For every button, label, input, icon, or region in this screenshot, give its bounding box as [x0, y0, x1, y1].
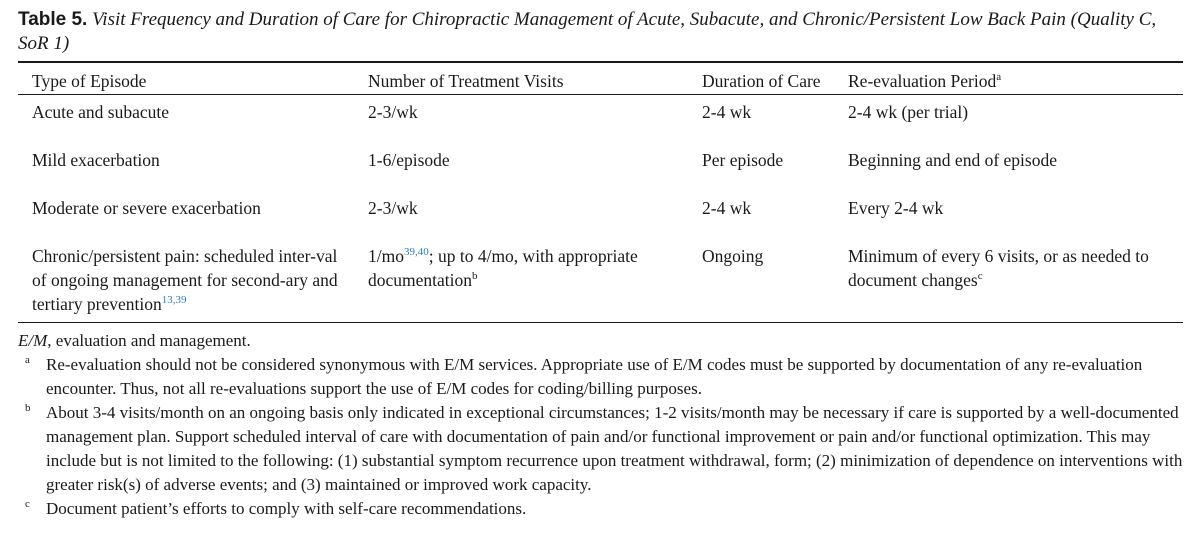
- cell-visits: 1/mo$^{39,40}$; up to 4/mo, with appropriate documentation$^b$: [368, 246, 638, 290]
- footnote-c: [18, 497, 1183, 521]
- footnote-ref-a: a: [996, 71, 1002, 83]
- header-duration-of-care: Duration of Care: [702, 71, 821, 91]
- footnote-text: Re-evaluation should not be considered synonymous with E/M services. Appropriate use of E/M codes must be supported by documentation of any re-evaluation encounter. Thus, not all re-evaluations support the use of E/M codes for coding/billing purposes.: [46, 355, 1143, 398]
- table-row: [18, 232, 1183, 322]
- footnote-b: [18, 401, 1183, 497]
- cell-visits: 1-6/episode: [368, 150, 450, 170]
- footnote-text: Document patient’s efforts to comply with self-care recommendations.: [46, 499, 527, 518]
- table-header: [18, 63, 1183, 95]
- table-body: [18, 95, 1183, 322]
- bottom-rule: [18, 322, 1183, 323]
- cell-type: Moderate or severe exacerbation: [32, 198, 261, 218]
- footnote-text: About 3-4 visits/month on an ongoing basis only indicated in exceptional circumstances; 1-2 visits/month may be necessary if care is supported by a well-documented management plan. Support scheduled interval of care with documentation of pain and/or functional improvement or pain and/or functional optimization. This may include but is not limited to the following: (1) substantial symptom recurrence upon treatment withdrawal, form; (2) minimization of dependence on interventions with greater risk(s) of adverse events; and (3) maintained or improved work capacity.: [46, 403, 1183, 494]
- cell-duration: Ongoing: [702, 246, 764, 266]
- table-row: [18, 136, 1183, 184]
- header-reevaluation-period: Re-evaluation Period$^a$: [848, 71, 1002, 91]
- cell-duration: 2-4 wk: [702, 102, 752, 122]
- footnote-mark: c: [25, 498, 30, 510]
- header-type-of-episode: Type of Episode: [32, 71, 147, 91]
- cell-reeval: Minimum of every 6 visits, or as needed to document changes$^c$: [848, 246, 1149, 290]
- cell-duration: Per episode: [702, 150, 784, 170]
- visit-frequency-table: [18, 63, 1183, 322]
- header-number-of-visits: Number of Treatment Visits: [368, 71, 564, 91]
- citation-13-39[interactable]: 13,39: [161, 294, 187, 306]
- table-caption: [18, 8, 1183, 56]
- table-footnotes: [18, 329, 1183, 521]
- table-row: [18, 95, 1183, 136]
- footnote-mark: a: [25, 354, 30, 366]
- table-figure: [18, 8, 1183, 521]
- footnote-a: [18, 353, 1183, 401]
- citation-39-40[interactable]: 39,40: [403, 246, 429, 258]
- cell-visits: 2-3/wk: [368, 102, 418, 122]
- table-title: Visit Frequency and Duration of Care for Chiropractic Management of Acute, Subacute, and Chronic/Persistent Low Back Pain (Quality C, SoR 1): [18, 9, 1157, 54]
- footnote-mark: b: [25, 402, 31, 414]
- table-row: [18, 184, 1183, 232]
- cell-type: Acute and subacute: [32, 102, 170, 122]
- cell-type: Chronic/persistent pain: scheduled inter-val of ongoing management for second-ary and tertiary prevention$^{13,39}$: [32, 246, 338, 314]
- footnote-ref-b: b: [472, 270, 478, 282]
- cell-reeval: Every 2-4 wk: [848, 198, 944, 218]
- abbreviation-note: E/M, evaluation and management.: [18, 331, 251, 350]
- cell-reeval: 2-4 wk (per trial): [848, 102, 969, 122]
- table-label: Table 5.: [18, 9, 88, 30]
- cell-duration: 2-4 wk: [702, 198, 752, 218]
- cell-reeval: Beginning and end of episode: [848, 150, 1057, 170]
- footnote-ref-c: c: [977, 270, 983, 282]
- cell-type: Mild exacerbation: [32, 150, 160, 170]
- cell-visits: 2-3/wk: [368, 198, 418, 218]
- header-row: [18, 63, 1183, 94]
